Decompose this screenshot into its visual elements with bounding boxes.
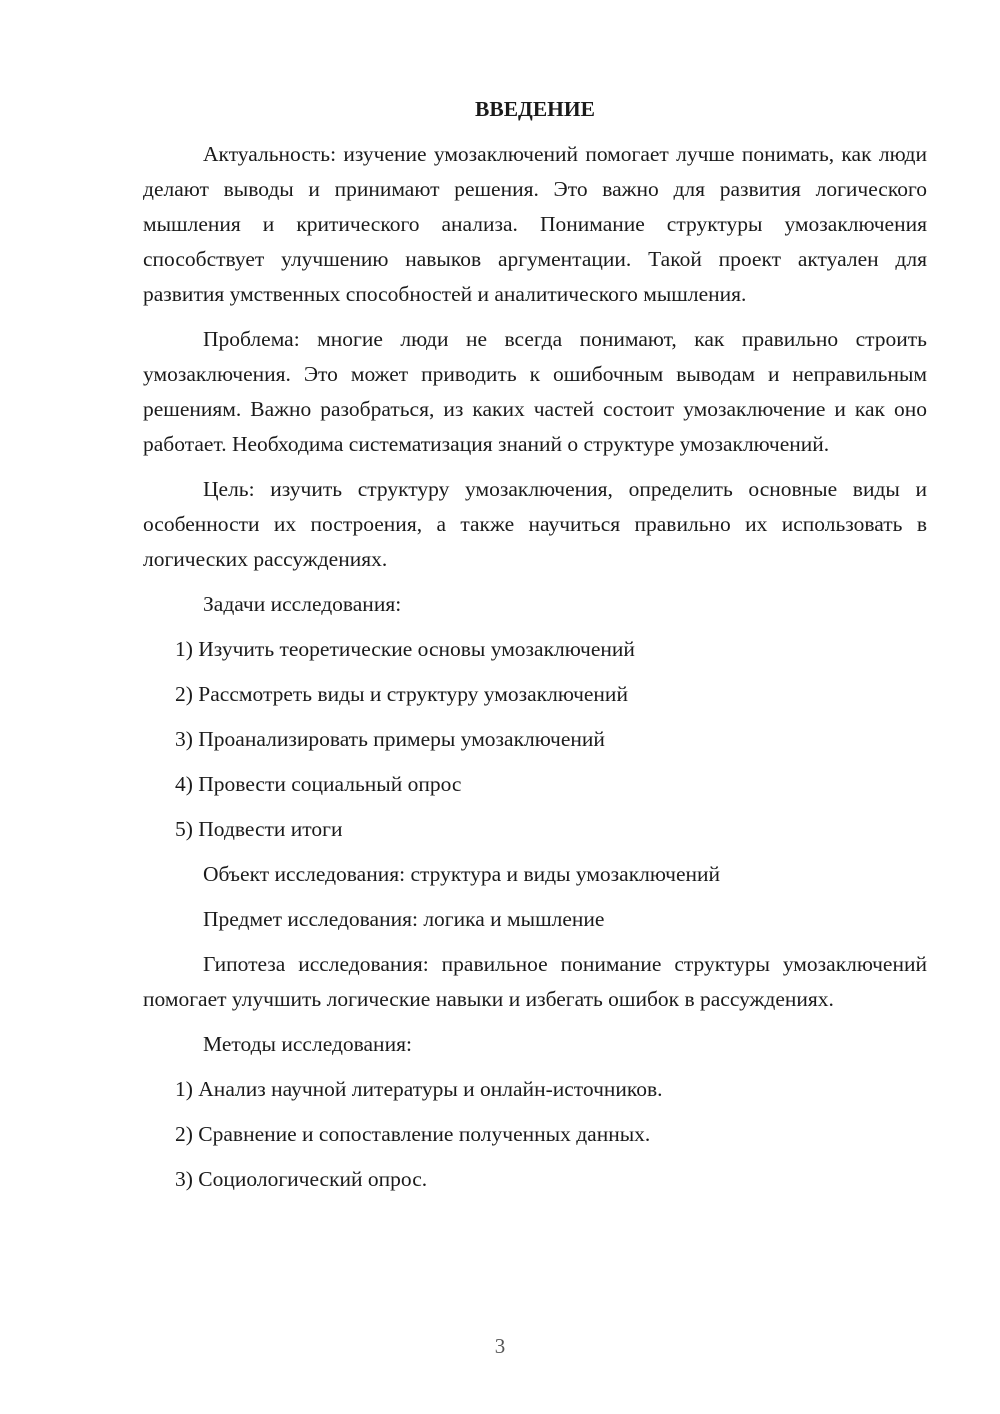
list-item: 5) Подвести итоги — [175, 817, 343, 841]
relevance-paragraph: Актуальность: изучение умозаключений помогает лучше понимать, как люди делают выводы и принимают решения. Это важно для развития логического мышления и критического анализа. Понимание структуры умозаключения способствует улучшению навыков аргументации. Такой проект актуален для развития умственных способностей и аналитического мышления. — [143, 142, 927, 306]
tasks-heading: Задачи исследования: — [203, 592, 402, 616]
page-number: 3 — [494, 1334, 506, 1358]
methods-list — [143, 1072, 927, 1197]
problem-paragraph: Проблема: многие люди не всегда понимают, как правильно строить умозаключения. Это может приводить к ошибочным выводам и неправильным решениям. Важно разобраться, из каких частей состоит умозаключение и как оно работает. Необходима систематизация знаний о структуре умозаключений. — [143, 327, 927, 456]
list-item: 1) Изучить теоретические основы умозаключений — [175, 637, 635, 661]
research-subject: Предмет исследования: логика и мышление — [203, 907, 605, 931]
hypothesis-paragraph: Гипотеза исследования: правильное понимание структуры умозаключений помогает улучшить логические навыки и избегать ошибок в рассуждениях. — [143, 952, 927, 1011]
research-object: Объект исследования: структура и виды умозаключений — [203, 862, 721, 886]
list-item: 2) Рассмотреть виды и структуру умозаключений — [175, 682, 628, 706]
list-item: 2) Сравнение и сопоставление полученных данных. — [175, 1122, 651, 1146]
list-item: 4) Провести социальный опрос — [175, 772, 462, 796]
document-page — [143, 92, 927, 1207]
goal-paragraph: Цель: изучить структуру умозаключения, определить основные виды и особенности их построения, а также научиться правильно их использовать в логических рассуждениях. — [143, 477, 927, 571]
list-item: 3) Социологический опрос. — [175, 1167, 428, 1191]
methods-heading: Методы исследования: — [203, 1032, 412, 1056]
tasks-list — [143, 632, 927, 847]
section-title: ВВЕДЕНИЕ — [475, 97, 595, 121]
list-item: 3) Проанализировать примеры умозаключений — [175, 727, 605, 751]
list-item: 1) Анализ научной литературы и онлайн-источников. — [175, 1077, 663, 1101]
